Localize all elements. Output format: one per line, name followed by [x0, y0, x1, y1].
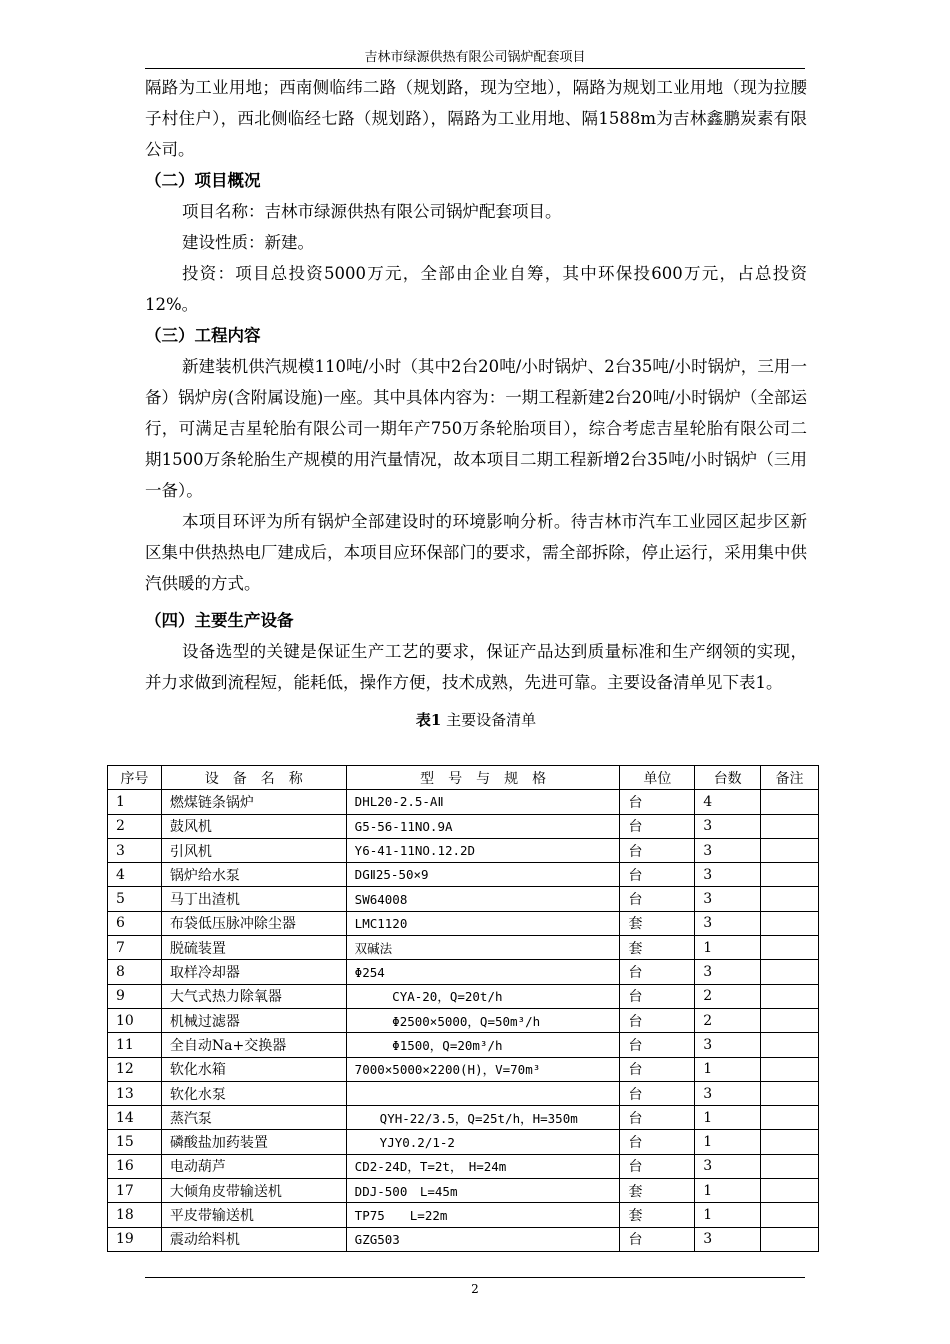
- section-heading-equipment: （四）主要生产设备: [145, 611, 294, 630]
- paragraph-location: 隔路为工业用地；西南侧临纬二路（规划路，现为空地），隔路为规划工业用地（现为拉腰子村住户），西北侧临经七路（规划路），隔路为工业用地、隔1588m为吉林鑫鹏炭素有限公司。: [145, 78, 807, 159]
- cell-quantity: 3: [695, 887, 761, 911]
- table-row: [108, 1227, 819, 1251]
- cell-remark: [761, 911, 819, 935]
- cell-name: 平皮带输送机: [161, 1203, 346, 1227]
- cell-model: Φ254: [346, 960, 620, 984]
- cell-quantity: 3: [695, 1154, 761, 1178]
- cell-name: 蒸汽泵: [161, 1106, 346, 1130]
- cell-name: 震动给料机: [161, 1227, 346, 1251]
- cell-name: 布袋低压脉冲除尘器: [161, 911, 346, 935]
- cell-name: 电动葫芦: [161, 1154, 346, 1178]
- cell-quantity: 1: [695, 1106, 761, 1130]
- cell-unit: 套: [620, 911, 695, 935]
- paragraph-investment: 投资：项目总投资5000万元，全部由企业自筹，其中环保投600万元，占总投资12%。: [145, 264, 807, 314]
- table-row: [108, 790, 819, 814]
- cell-name: 软化水箱: [161, 1057, 346, 1081]
- cell-unit: 台: [620, 1130, 695, 1154]
- paragraph-eia-scope: 本项目环评为所有锅炉全部建设时的环境影响分析。待吉林市汽车工业园区起步区新区集中供热热电厂建成后，本项目应环保部门的要求，需全部拆除，停止运行，采用集中供汽供暖的方式。: [145, 512, 807, 593]
- cell-name: 锅炉给水泵: [161, 863, 346, 887]
- table-row: [108, 984, 819, 1008]
- cell-quantity: 3: [695, 1033, 761, 1057]
- table-row: [108, 1179, 819, 1203]
- cell-quantity: 1: [695, 936, 761, 960]
- table-row: [108, 1008, 819, 1032]
- cell-model: CYA-20，Q=20t/h: [346, 984, 620, 1008]
- cell-unit: 套: [620, 1179, 695, 1203]
- paragraph-equipment-selection: 设备选型的关键是保证生产工艺的要求，保证产品达到质量标准和生产纲领的实现，并力求做到流程短，能耗低，操作方便，技术成熟，先进可靠。主要设备清单见下表1。: [145, 642, 807, 692]
- table-row: [108, 1130, 819, 1154]
- header-cell-remark: 备注: [761, 766, 819, 790]
- document-body: [145, 72, 807, 730]
- cell-unit: 台: [620, 1106, 695, 1130]
- table-row: [108, 887, 819, 911]
- cell-unit: 台: [620, 887, 695, 911]
- cell-remark: [761, 1154, 819, 1178]
- paragraph-engineering-content: 新建装机供汽规模110吨/小时（其中2台20吨/小时锅炉、2台35吨/小时锅炉，三用一备）锅炉房(含附属设施)一座。其中具体内容为：一期工程新建2台20吨/小时锅炉（全部运行，可满足吉星轮胎有限公司一期年产750万条轮胎项目），综合考虑吉星轮胎有限公司二期1500万条轮胎生产规模的用汽量情况，故本项目二期工程新增2台35吨/小时锅炉（三用一备）。: [145, 357, 807, 500]
- cell-index: 14: [108, 1106, 162, 1130]
- cell-remark: [761, 1203, 819, 1227]
- cell-model: Φ2500×5000，Q=50m³/h: [346, 1008, 620, 1032]
- cell-remark: [761, 838, 819, 862]
- cell-quantity: 3: [695, 863, 761, 887]
- cell-remark: [761, 863, 819, 887]
- cell-model: TP75 L=22m: [346, 1203, 620, 1227]
- cell-model: [346, 1081, 620, 1105]
- cell-remark: [761, 887, 819, 911]
- cell-model: YJY0.2/1-2: [346, 1130, 620, 1154]
- page-header: 吉林市绿源供热有限公司锅炉配套项目: [364, 50, 586, 65]
- table-row: [108, 1033, 819, 1057]
- cell-name: 大气式热力除氧器: [161, 984, 346, 1008]
- cell-index: 17: [108, 1179, 162, 1203]
- cell-quantity: 1: [695, 1203, 761, 1227]
- cell-model: 双碱法: [346, 936, 620, 960]
- cell-name: 引风机: [161, 838, 346, 862]
- cell-unit: 台: [620, 1008, 695, 1032]
- cell-name: 大倾角皮带输送机: [161, 1179, 346, 1203]
- cell-remark: [761, 1081, 819, 1105]
- cell-index: 10: [108, 1008, 162, 1032]
- cell-quantity: 3: [695, 960, 761, 984]
- cell-model: LMC1120: [346, 911, 620, 935]
- cell-index: 18: [108, 1203, 162, 1227]
- table-header-row: [108, 766, 819, 790]
- cell-quantity: 1: [695, 1130, 761, 1154]
- header-rule: [145, 68, 805, 69]
- cell-unit: 台: [620, 984, 695, 1008]
- cell-remark: [761, 960, 819, 984]
- cell-quantity: 1: [695, 1057, 761, 1081]
- header-cell-name: 设 备 名 称: [161, 766, 346, 790]
- cell-name: 磷酸盐加药装置: [161, 1130, 346, 1154]
- cell-remark: [761, 1057, 819, 1081]
- cell-index: 15: [108, 1130, 162, 1154]
- table-row: [108, 1203, 819, 1227]
- cell-model: Y6-41-11NO.12.2D: [346, 838, 620, 862]
- header-cell-quantity: 台数: [695, 766, 761, 790]
- cell-name: 燃煤链条锅炉: [161, 790, 346, 814]
- equipment-table: [107, 765, 819, 1252]
- cell-quantity: 3: [695, 838, 761, 862]
- cell-quantity: 3: [695, 911, 761, 935]
- table-row: [108, 936, 819, 960]
- cell-unit: 台: [620, 1057, 695, 1081]
- cell-unit: 台: [620, 1033, 695, 1057]
- cell-model: G5-56-11NO.9A: [346, 814, 620, 838]
- cell-unit: 套: [620, 1203, 695, 1227]
- cell-quantity: 1: [695, 1179, 761, 1203]
- cell-remark: [761, 814, 819, 838]
- cell-name: 鼓风机: [161, 814, 346, 838]
- footer-rule: [145, 1277, 805, 1278]
- cell-name: 脱硫装置: [161, 936, 346, 960]
- cell-remark: [761, 1179, 819, 1203]
- table-caption-text: 主要设备清单: [441, 711, 537, 729]
- cell-unit: 台: [620, 1154, 695, 1178]
- table-row: [108, 838, 819, 862]
- cell-unit: 套: [620, 936, 695, 960]
- cell-unit: 台: [620, 790, 695, 814]
- cell-index: 12: [108, 1057, 162, 1081]
- cell-quantity: 2: [695, 1008, 761, 1032]
- cell-remark: [761, 936, 819, 960]
- table-row: [108, 1057, 819, 1081]
- cell-model: SW64008: [346, 887, 620, 911]
- cell-model: Φ1500，Q=20m³/h: [346, 1033, 620, 1057]
- cell-index: 11: [108, 1033, 162, 1057]
- cell-unit: 台: [620, 814, 695, 838]
- cell-quantity: 2: [695, 984, 761, 1008]
- cell-model: DGⅡ25-50×9: [346, 863, 620, 887]
- cell-unit: 台: [620, 838, 695, 862]
- paragraph-construction-type: 建设性质：新建。: [182, 233, 314, 252]
- header-cell-index: 序号: [108, 766, 162, 790]
- cell-index: 16: [108, 1154, 162, 1178]
- cell-name: 全自动Na+交换器: [161, 1033, 346, 1057]
- header-cell-model: 型 号 与 规 格: [346, 766, 620, 790]
- cell-remark: [761, 1008, 819, 1032]
- cell-name: 取样冷却器: [161, 960, 346, 984]
- table-row: [108, 1154, 819, 1178]
- cell-name: 软化水泵: [161, 1081, 346, 1105]
- cell-model: DHL20-2.5-AⅡ: [346, 790, 620, 814]
- table-row: [108, 960, 819, 984]
- cell-index: 4: [108, 863, 162, 887]
- cell-unit: 台: [620, 863, 695, 887]
- cell-index: 9: [108, 984, 162, 1008]
- section-heading-engineering: （三）工程内容: [145, 326, 261, 345]
- table-row: [108, 1081, 819, 1105]
- cell-name: 马丁出渣机: [161, 887, 346, 911]
- cell-unit: 台: [620, 960, 695, 984]
- cell-remark: [761, 790, 819, 814]
- table-caption: [145, 710, 807, 730]
- cell-model: 7000×5000×2200(H)，V=70m³: [346, 1057, 620, 1081]
- cell-index: 6: [108, 911, 162, 935]
- cell-index: 19: [108, 1227, 162, 1251]
- cell-quantity: 3: [695, 814, 761, 838]
- header-cell-unit: 单位: [620, 766, 695, 790]
- cell-model: DDJ-500 L=45m: [346, 1179, 620, 1203]
- cell-remark: [761, 1130, 819, 1154]
- cell-name: 机械过滤器: [161, 1008, 346, 1032]
- cell-model: GZG503: [346, 1227, 620, 1251]
- cell-unit: 台: [620, 1227, 695, 1251]
- table-row: [108, 814, 819, 838]
- cell-index: 3: [108, 838, 162, 862]
- cell-quantity: 4: [695, 790, 761, 814]
- table-row: [108, 911, 819, 935]
- cell-index: 5: [108, 887, 162, 911]
- cell-model: CD2-24D，T=2t， H=24m: [346, 1154, 620, 1178]
- cell-index: 8: [108, 960, 162, 984]
- section-heading-overview: （二）项目概况: [145, 171, 261, 190]
- paragraph-project-name: 项目名称：吉林市绿源供热有限公司锅炉配套项目。: [182, 202, 562, 221]
- cell-remark: [761, 1227, 819, 1251]
- table-row: [108, 863, 819, 887]
- cell-unit: 台: [620, 1081, 695, 1105]
- page-number: 2: [471, 1282, 479, 1296]
- cell-index: 7: [108, 936, 162, 960]
- table-caption-number: 表1: [415, 711, 442, 729]
- cell-remark: [761, 1033, 819, 1057]
- cell-remark: [761, 984, 819, 1008]
- cell-model: QYH-22/3.5，Q=25t/h，H=350m: [346, 1106, 620, 1130]
- cell-quantity: 3: [695, 1227, 761, 1251]
- table-row: [108, 1106, 819, 1130]
- cell-quantity: 3: [695, 1081, 761, 1105]
- cell-index: 1: [108, 790, 162, 814]
- cell-remark: [761, 1106, 819, 1130]
- cell-index: 2: [108, 814, 162, 838]
- cell-index: 13: [108, 1081, 162, 1105]
